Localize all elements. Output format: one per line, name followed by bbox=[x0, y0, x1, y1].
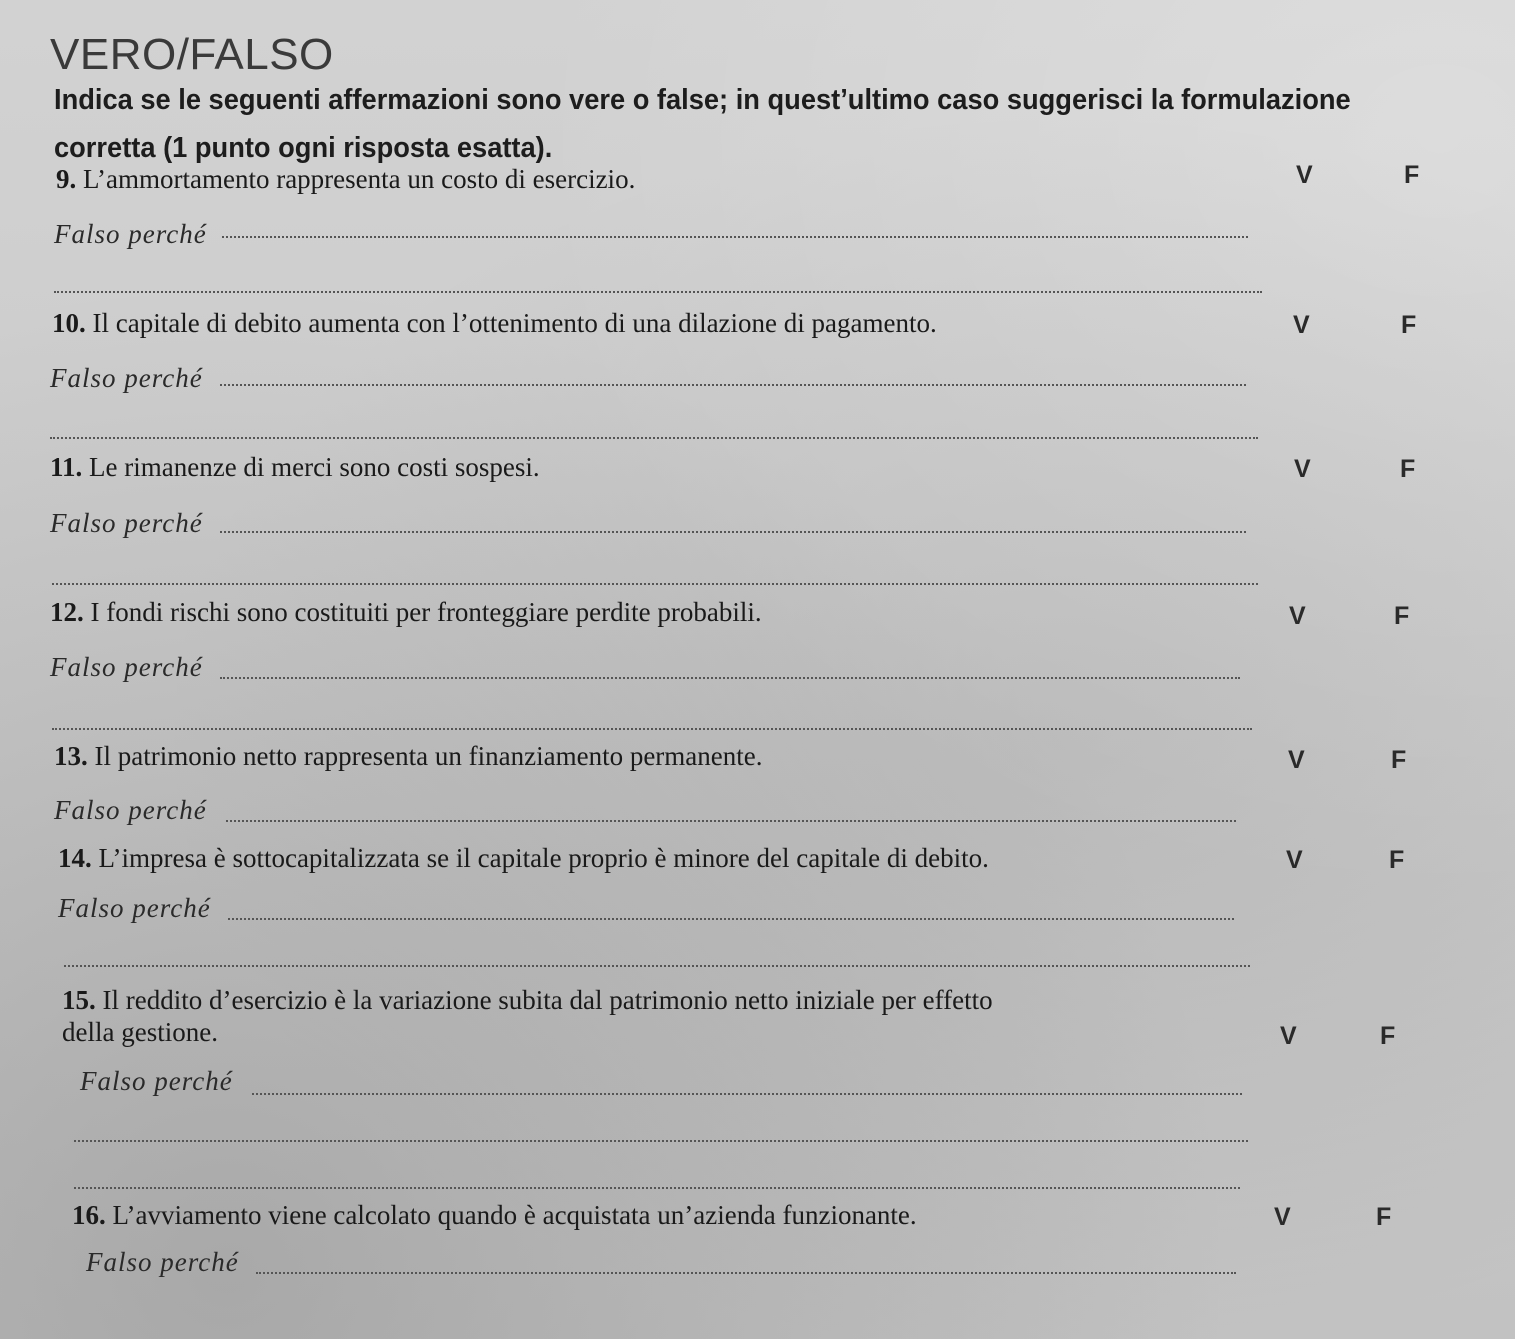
question-text: Il reddito d’esercizio è la variazione subita dal patrimonio netto iniziale per effetto bbox=[102, 985, 993, 1015]
falso-perche-label-13: Falso perché bbox=[54, 795, 207, 825]
answer-line-16a[interactable] bbox=[256, 1272, 1236, 1274]
answer-line-9b[interactable] bbox=[54, 291, 1262, 293]
falso-perche-label-10: Falso perché bbox=[50, 363, 203, 393]
question-number: 13. bbox=[54, 741, 88, 771]
false-option-16[interactable]: F bbox=[1376, 1203, 1392, 1231]
question-16 bbox=[72, 1200, 917, 1231]
question-number: 15. bbox=[62, 985, 96, 1015]
question-number: 16. bbox=[72, 1200, 106, 1230]
false-option-11[interactable]: F bbox=[1400, 455, 1416, 483]
question-14 bbox=[58, 843, 989, 874]
question-12 bbox=[50, 597, 762, 628]
true-option-15[interactable]: V bbox=[1280, 1022, 1297, 1050]
question-number: 10. bbox=[52, 308, 86, 338]
false-option-15[interactable]: F bbox=[1380, 1022, 1396, 1050]
true-option-14[interactable]: V bbox=[1286, 846, 1303, 874]
answer-line-12b[interactable] bbox=[52, 728, 1252, 730]
falso-perche-label-16: Falso perché bbox=[86, 1247, 239, 1277]
false-option-12[interactable]: F bbox=[1394, 602, 1410, 630]
answer-line-14b[interactable] bbox=[64, 965, 1250, 967]
true-option-11[interactable]: V bbox=[1294, 455, 1311, 483]
falso-perche-label-9: Falso perché bbox=[54, 219, 207, 249]
falso-perche-label-14: Falso perché bbox=[58, 893, 211, 923]
answer-line-10b[interactable] bbox=[50, 437, 1258, 439]
question-10 bbox=[52, 308, 937, 339]
answer-line-10a[interactable] bbox=[220, 384, 1246, 386]
answer-line-13a[interactable] bbox=[226, 820, 1236, 822]
question-13 bbox=[54, 741, 763, 772]
true-option-13[interactable]: V bbox=[1288, 746, 1305, 774]
question-text: Il capitale di debito aumenta con l’ottenimento di una dilazione di pagamento. bbox=[92, 308, 937, 338]
question-text: L’avviamento viene calcolato quando è acquistata un’azienda funzionante. bbox=[112, 1200, 917, 1230]
falso-perche-label-15: Falso perché bbox=[80, 1066, 233, 1096]
question-text: I fondi rischi sono costituiti per fronteggiare perdite probabili. bbox=[90, 597, 762, 627]
falso-perche-label-11: Falso perché bbox=[50, 508, 203, 538]
question-number: 14. bbox=[58, 843, 92, 873]
question-11 bbox=[50, 452, 540, 483]
true-option-16[interactable]: V bbox=[1274, 1203, 1291, 1231]
instructions: Indica se le seguenti affermazioni sono vere o false; in quest’ultimo caso suggerisci la formulazione corretta (1 punto ogni risposta esatta). bbox=[54, 84, 1351, 164]
question-15 bbox=[62, 985, 993, 1016]
false-option-10[interactable]: F bbox=[1401, 311, 1417, 339]
false-option-9[interactable]: F bbox=[1404, 161, 1420, 189]
falso-perche-label-12: Falso perché bbox=[50, 652, 203, 682]
true-option-10[interactable]: V bbox=[1293, 311, 1310, 339]
answer-line-14a[interactable] bbox=[228, 918, 1234, 920]
false-option-13[interactable]: F bbox=[1391, 746, 1407, 774]
answer-line-15c[interactable] bbox=[74, 1187, 1240, 1189]
question-number: 11. bbox=[50, 452, 83, 482]
true-option-12[interactable]: V bbox=[1289, 602, 1306, 630]
answer-line-11a[interactable] bbox=[220, 531, 1246, 533]
answer-line-9a[interactable] bbox=[222, 236, 1248, 238]
question-9 bbox=[56, 164, 635, 195]
false-option-14[interactable]: F bbox=[1389, 846, 1405, 874]
answer-line-11b[interactable] bbox=[52, 583, 1258, 585]
true-option-9[interactable]: V bbox=[1296, 161, 1313, 189]
question-number: 9. bbox=[56, 164, 77, 194]
answer-line-15a[interactable] bbox=[252, 1093, 1242, 1095]
question-text: Il patrimonio netto rappresenta un finanziamento permanente. bbox=[94, 741, 763, 771]
question-text: Le rimanenze di merci sono costi sospesi. bbox=[89, 452, 540, 482]
answer-line-15b[interactable] bbox=[74, 1140, 1248, 1142]
question-text: L’ammortamento rappresenta un costo di esercizio. bbox=[83, 164, 636, 194]
page-title: VERO/FALSO bbox=[50, 30, 334, 79]
question-text: L’impresa è sottocapitalizzata se il capitale proprio è minore del capitale di debito. bbox=[98, 843, 989, 873]
answer-line-12a[interactable] bbox=[220, 677, 1240, 679]
question-15-continued: della gestione. bbox=[62, 1017, 218, 1047]
question-number: 12. bbox=[50, 597, 84, 627]
